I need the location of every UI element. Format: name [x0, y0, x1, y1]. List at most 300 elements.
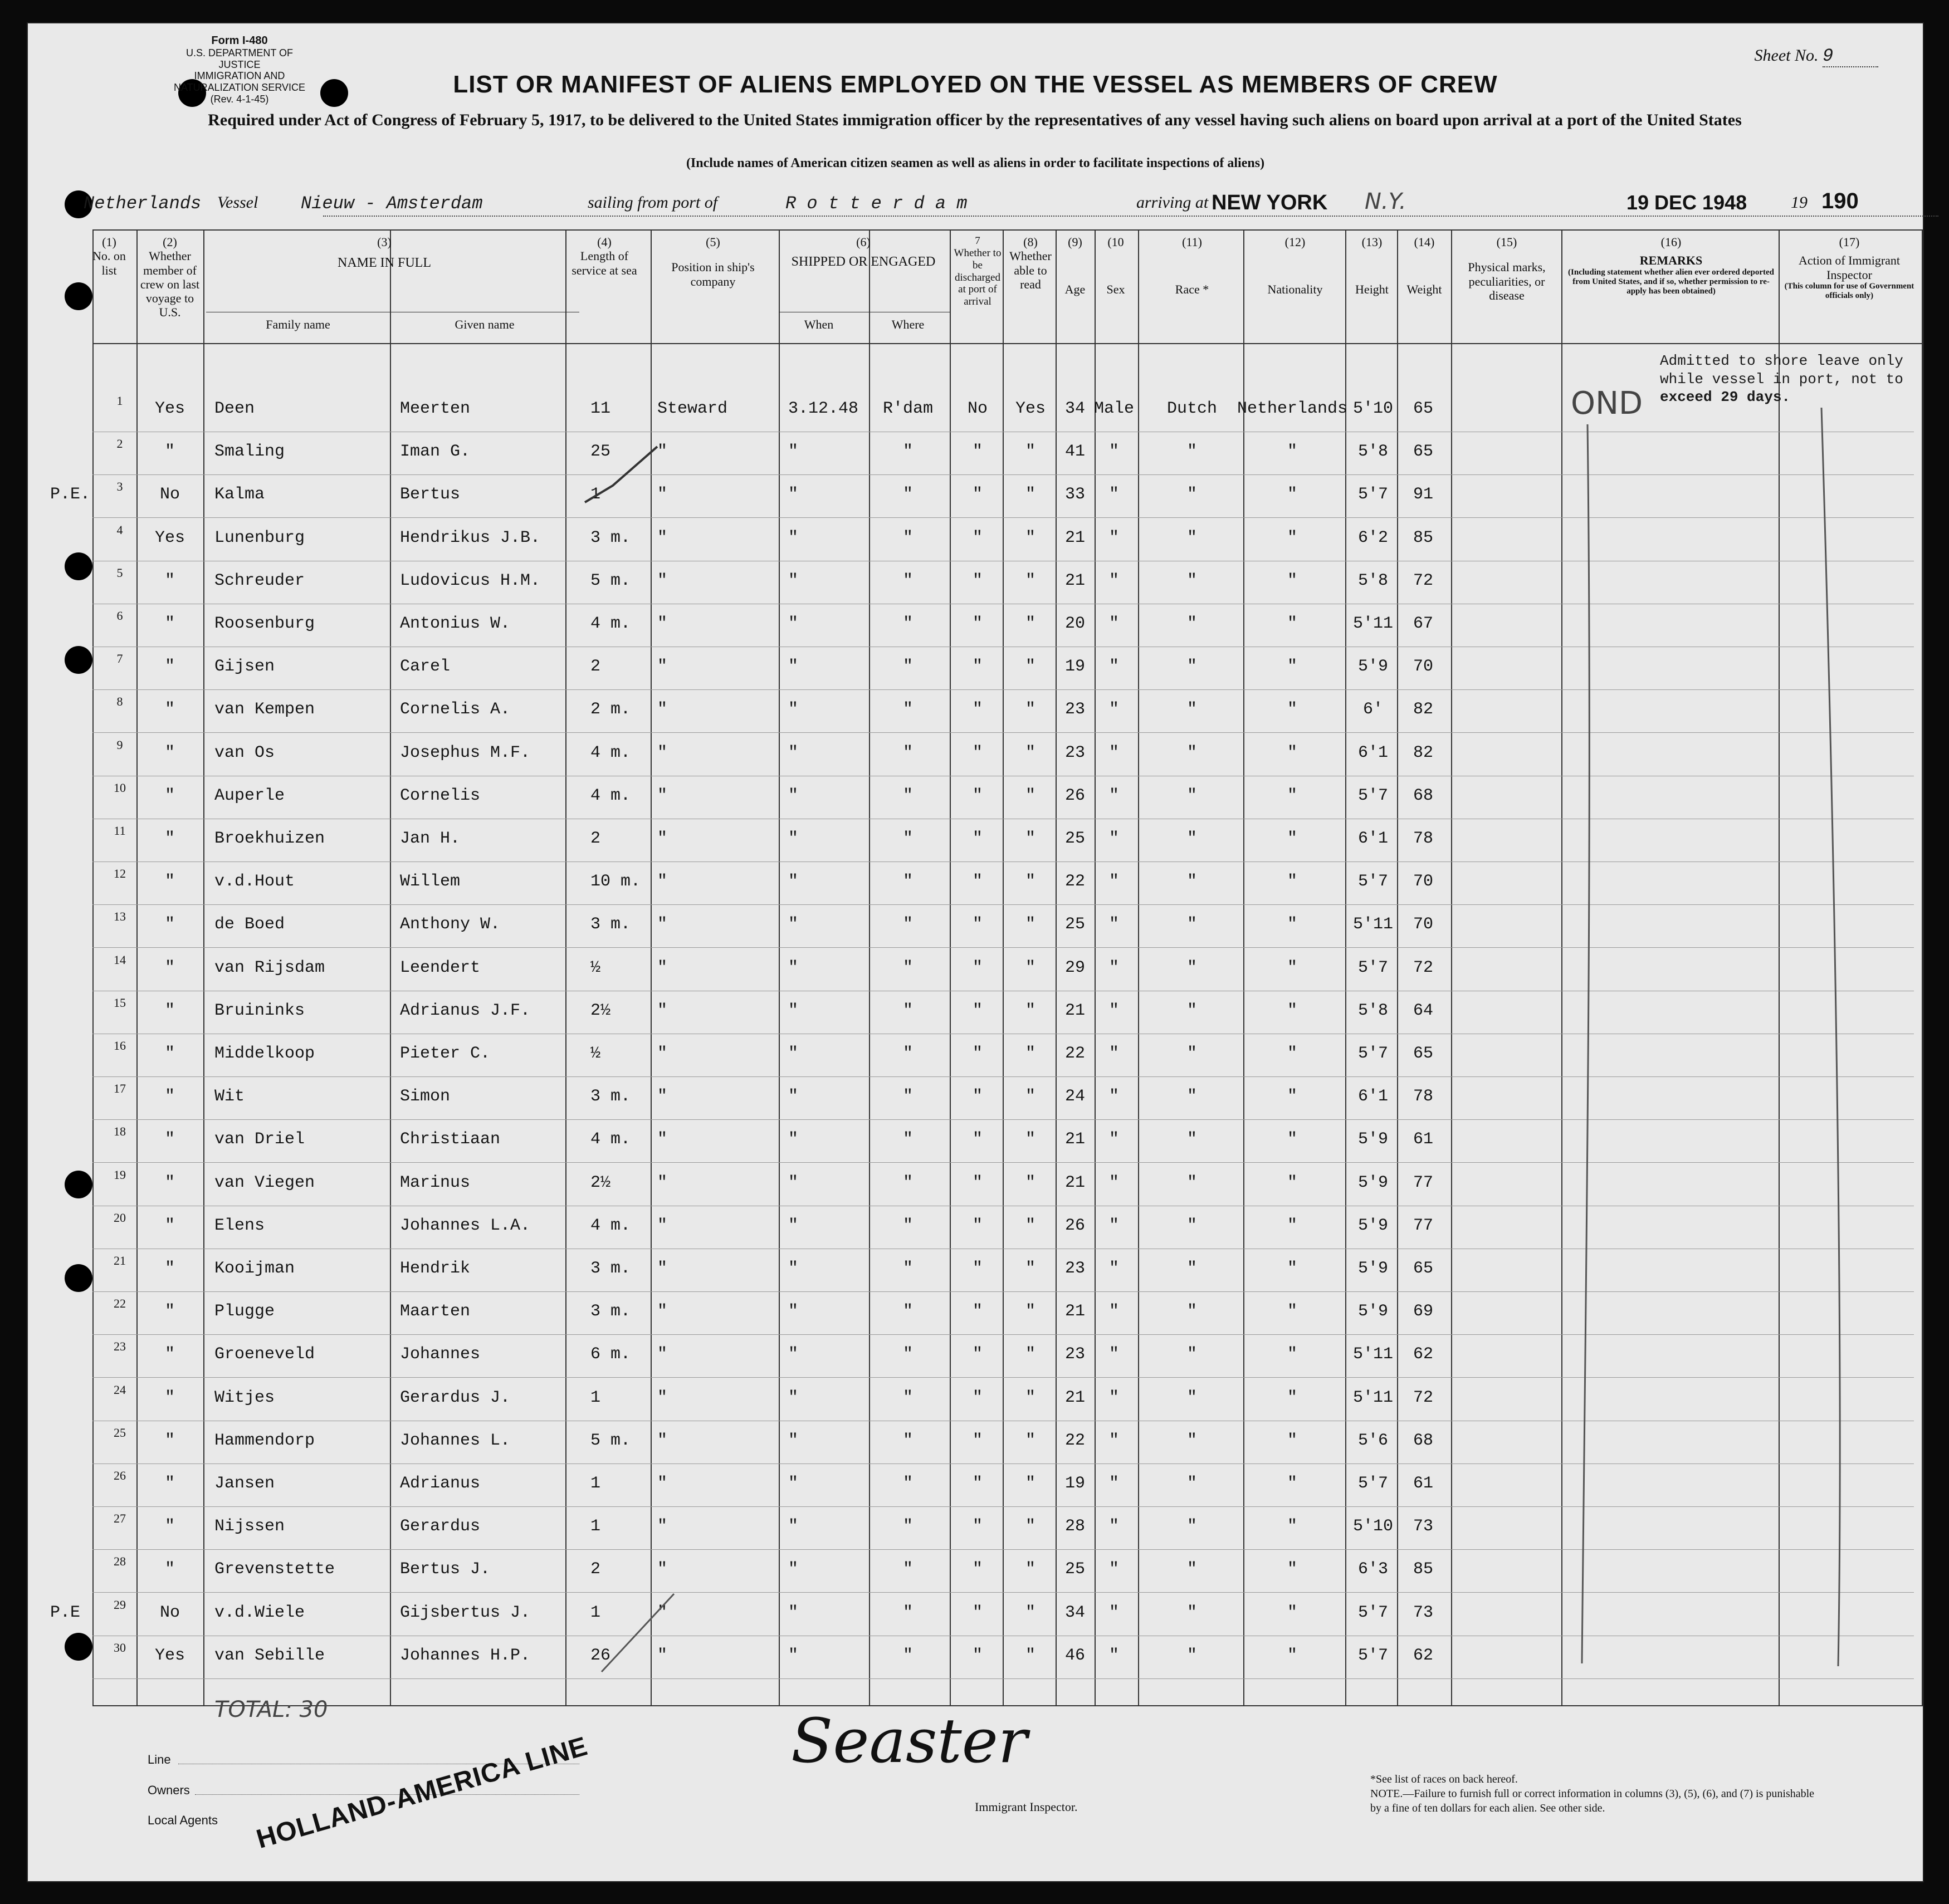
- cell-position: ": [657, 1431, 668, 1450]
- cell-engaged-when: 3.12.48: [788, 399, 859, 418]
- cell-given-name: Iman G.: [400, 442, 471, 462]
- cell-prev-voyage: No: [159, 1603, 180, 1622]
- cell-height: 5'8: [1357, 1001, 1389, 1020]
- cell-race: ": [1186, 829, 1198, 848]
- arrival-date-stamp: 19 DEC 1948: [1626, 191, 1747, 214]
- stamp-line3: exceed 29 days.: [1660, 389, 1791, 405]
- cell-age: 23: [1064, 1259, 1086, 1278]
- col-num: (14): [1414, 235, 1435, 249]
- cell-no: 4: [116, 522, 123, 537]
- cell-sex: ": [1108, 700, 1120, 719]
- cell-weight: 77: [1413, 1173, 1434, 1192]
- cell-race: ": [1186, 1259, 1198, 1278]
- cell-height: 5'11: [1352, 915, 1394, 934]
- cell-engaged-where: ": [902, 915, 914, 934]
- cell-age: 21: [1064, 1130, 1086, 1149]
- cell-discharged: ": [972, 485, 983, 505]
- cell-given-name: Gijsbertus J.: [400, 1603, 531, 1622]
- cell-position: ": [657, 657, 668, 677]
- cell-weight: 61: [1413, 1474, 1434, 1493]
- cell-no: 16: [114, 1039, 126, 1053]
- cell-service: 2 m.: [590, 700, 631, 719]
- cell-sex: ": [1108, 786, 1120, 805]
- cell-sex: Male: [1093, 399, 1135, 418]
- cell-race: ": [1186, 1517, 1198, 1536]
- cell-nationality: ": [1287, 442, 1298, 462]
- cell-given-name: Leendert: [400, 958, 481, 977]
- cell-nationality: ": [1287, 1388, 1298, 1407]
- cell-engaged-when: ": [788, 1517, 799, 1536]
- cell-sex: ": [1108, 958, 1120, 977]
- cell-sex: ": [1108, 657, 1120, 677]
- cell-position: ": [657, 1345, 668, 1364]
- cell-family-name: Hammendorp: [214, 1431, 315, 1450]
- cell-weight: 70: [1413, 915, 1434, 934]
- col-label: Length of service at sea: [571, 249, 637, 277]
- cell-family-name: van Kempen: [214, 700, 315, 719]
- cell-engaged-when: ": [788, 915, 799, 934]
- cell-position: ": [657, 571, 668, 590]
- cell-nationality: ": [1287, 1173, 1298, 1192]
- cell-nationality: ": [1287, 657, 1298, 677]
- cell-no: 25: [114, 1425, 126, 1440]
- cell-race: ": [1186, 958, 1198, 977]
- cell-weight: 78: [1413, 829, 1434, 848]
- cell-nationality: ": [1287, 700, 1298, 719]
- cell-age: 41: [1064, 442, 1086, 462]
- cell-service: 2½: [590, 1173, 611, 1192]
- cell-race: ": [1186, 442, 1198, 462]
- cell-service: 4 m.: [590, 786, 631, 805]
- cell-sex: ": [1108, 1216, 1120, 1235]
- cell-service: 1: [590, 1517, 601, 1536]
- cell-given-name: Antonius W.: [400, 614, 511, 633]
- cell-position: ": [657, 1302, 668, 1321]
- cell-weight: 68: [1413, 1431, 1434, 1450]
- cell-nationality: Netherlands: [1237, 399, 1348, 418]
- cell-no: 15: [114, 995, 126, 1010]
- cell-nationality: ": [1287, 1646, 1298, 1665]
- cell-can-read: ": [1025, 1302, 1036, 1321]
- col-num: (6): [856, 235, 871, 249]
- cell-prev-voyage: ": [164, 786, 175, 805]
- cell-given-name: Willem: [400, 872, 461, 892]
- cell-race: ": [1186, 1646, 1198, 1665]
- cell-age: 25: [1064, 829, 1086, 848]
- col-label: No. on list: [92, 249, 126, 277]
- form-note: (Include names of American citizen seamen as well as aliens in order to facilitate inspections of aliens): [686, 156, 1265, 170]
- cell-age: 34: [1064, 1603, 1086, 1622]
- cell-sex: ": [1108, 829, 1120, 848]
- cell-sex: ": [1108, 528, 1120, 547]
- vessel-name: Nieuw - Amsterdam: [301, 193, 483, 214]
- cell-family-name: van Rijsdam: [214, 958, 325, 977]
- cell-weight: 62: [1413, 1646, 1434, 1665]
- cell-service: 3 m.: [590, 915, 631, 934]
- cell-engaged-where: ": [902, 1087, 914, 1107]
- cell-race: ": [1186, 1001, 1198, 1020]
- cell-service: 10 m.: [590, 872, 641, 892]
- cell-engaged-when: ": [788, 528, 799, 547]
- cell-weight: 73: [1413, 1603, 1434, 1622]
- cell-prev-voyage: ": [164, 1345, 175, 1364]
- agents-label: Local Agents: [148, 1813, 218, 1827]
- col-num: (12): [1284, 235, 1306, 249]
- cell-engaged-where: ": [902, 872, 914, 892]
- col-header-3b: Given name: [455, 317, 515, 331]
- cell-race: ": [1186, 1044, 1198, 1063]
- cell-given-name: Carel: [400, 657, 451, 677]
- cell-engaged-where: ": [902, 442, 914, 462]
- cell-discharged: ": [972, 1130, 983, 1149]
- cell-given-name: Johannes L.: [400, 1431, 511, 1450]
- cell-engaged-when: ": [788, 700, 799, 719]
- cell-given-name: Hendrikus J.B.: [400, 528, 541, 547]
- cell-given-name: Jan H.: [400, 829, 461, 848]
- cell-engaged-where: ": [902, 786, 914, 805]
- cell-engaged-when: ": [788, 1001, 799, 1020]
- sheet-label: Sheet No.: [1754, 46, 1819, 65]
- cell-family-name: Roosenburg: [214, 614, 315, 633]
- cell-position: ": [657, 1474, 668, 1493]
- cell-discharged: ": [972, 786, 983, 805]
- cell-service: 3 m.: [590, 1302, 631, 1321]
- cell-engaged-where: ": [902, 657, 914, 677]
- cell-height: 6': [1362, 700, 1384, 719]
- cell-position: ": [657, 786, 668, 805]
- cell-engaged-where: ": [902, 1173, 914, 1192]
- cell-discharged: No: [967, 399, 988, 418]
- cell-position: ": [657, 829, 668, 848]
- cell-engaged-where: ": [902, 485, 914, 505]
- cell-position: ": [657, 485, 668, 505]
- col-label: Physical marks, peculiarities, or disease: [1468, 260, 1546, 302]
- cell-engaged-when: ": [788, 829, 799, 848]
- cell-height: 5'11: [1352, 614, 1394, 633]
- cell-discharged: ": [972, 1560, 983, 1579]
- cell-sex: ": [1108, 1431, 1120, 1450]
- cell-prev-voyage: ": [164, 915, 175, 934]
- cell-given-name: Christiaan: [400, 1130, 501, 1149]
- cell-race: ": [1186, 1216, 1198, 1235]
- cell-sex: ": [1108, 1388, 1120, 1407]
- cell-position: ": [657, 1646, 668, 1665]
- cell-no: 6: [116, 609, 123, 623]
- cell-prev-voyage: Yes: [154, 1646, 185, 1665]
- col-num: (2): [163, 235, 177, 249]
- form-number: Form I-480: [211, 35, 268, 47]
- cell-discharged: ": [972, 614, 983, 633]
- cell-height: 5'9: [1357, 1216, 1389, 1235]
- cell-height: 5'7: [1357, 1044, 1389, 1063]
- col-label: NAME IN FULL: [338, 256, 431, 271]
- cell-family-name: Plugge: [214, 1302, 275, 1321]
- cell-position: ": [657, 1216, 668, 1235]
- cell-sex: ": [1108, 1259, 1120, 1278]
- inspector-signature: Seaster: [791, 1705, 1028, 1776]
- cell-service: 6 m.: [590, 1345, 631, 1364]
- cell-can-read: ": [1025, 657, 1036, 677]
- cell-engaged-when: ": [788, 442, 799, 462]
- cell-discharged: ": [972, 1259, 983, 1278]
- pencil-marks: [28, 23, 1923, 1881]
- cell-family-name: Groeneveld: [214, 1345, 315, 1364]
- cell-nationality: ": [1287, 1044, 1298, 1063]
- cell-height: 5'11: [1352, 1388, 1394, 1407]
- col-num: (3): [377, 235, 392, 249]
- cell-given-name: Cornelis: [400, 786, 481, 805]
- cell-can-read: ": [1025, 1646, 1036, 1665]
- ditto-line: [1582, 424, 1589, 1663]
- pe-marker: P.E: [50, 1603, 81, 1622]
- col-num: (15): [1496, 235, 1517, 249]
- cell-height: 5'8: [1357, 442, 1389, 462]
- cell-weight: 68: [1413, 786, 1434, 805]
- cell-engaged-when: ": [788, 743, 799, 762]
- cell-weight: 65: [1413, 1044, 1434, 1063]
- cell-race: ": [1186, 872, 1198, 892]
- cell-race: ": [1186, 614, 1198, 633]
- cell-given-name: Simon: [400, 1087, 451, 1107]
- cell-engaged-where: ": [902, 1044, 914, 1063]
- cell-age: 26: [1064, 786, 1086, 805]
- cell-discharged: ": [972, 1603, 983, 1622]
- cell-service: 1: [590, 1603, 601, 1622]
- cell-no: 11: [114, 824, 126, 838]
- cell-family-name: v.d.Wiele: [214, 1603, 305, 1622]
- cell-engaged-when: ": [788, 872, 799, 892]
- arrival-handwritten: N.Y.: [1365, 189, 1406, 214]
- cell-engaged-when: ": [788, 1173, 799, 1192]
- cell-age: 21: [1064, 1388, 1086, 1407]
- cell-sex: ": [1108, 1474, 1120, 1493]
- cell-prev-voyage: ": [164, 1173, 175, 1192]
- cell-engaged-when: ": [788, 1087, 799, 1107]
- col-num: (11): [1182, 235, 1202, 249]
- cell-position: ": [657, 872, 668, 892]
- cell-sex: ": [1108, 1646, 1120, 1665]
- cell-weight: 65: [1413, 442, 1434, 462]
- cell-family-name: Broekhuizen: [214, 829, 325, 848]
- cell-family-name: Bruininks: [214, 1001, 305, 1020]
- cell-no: 12: [114, 867, 126, 881]
- cell-family-name: Lunenburg: [214, 528, 305, 547]
- cell-nationality: ": [1287, 485, 1298, 505]
- cell-discharged: ": [972, 528, 983, 547]
- cell-race: Dutch: [1166, 399, 1218, 418]
- cell-engaged-when: ": [788, 571, 799, 590]
- arriving-label: arriving at: [1136, 193, 1209, 212]
- cell-engaged-where: ": [902, 1259, 914, 1278]
- cell-prev-voyage: ": [164, 829, 175, 848]
- cell-age: 23: [1064, 1345, 1086, 1364]
- cell-discharged: ": [972, 1044, 983, 1063]
- cell-can-read: ": [1025, 1044, 1036, 1063]
- cell-discharged: ": [972, 1474, 983, 1493]
- cell-no: 13: [114, 909, 126, 924]
- cell-position: ": [657, 1560, 668, 1579]
- cell-family-name: Grevenstette: [214, 1560, 335, 1579]
- cell-service: 2: [590, 657, 601, 677]
- col-num: (9): [1068, 235, 1082, 249]
- cell-family-name: Witjes: [214, 1388, 275, 1407]
- cell-weight: 78: [1413, 1087, 1434, 1107]
- cell-weight: 69: [1413, 1302, 1434, 1321]
- remarks-handwriting: OND: [1571, 385, 1643, 422]
- cell-prev-voyage: ": [164, 958, 175, 977]
- cell-sex: ": [1108, 614, 1120, 633]
- cell-no: 5: [116, 565, 123, 580]
- cell-no: 18: [114, 1124, 126, 1139]
- col-header-3a: Family name: [266, 317, 330, 331]
- cell-family-name: van Driel: [214, 1130, 305, 1149]
- cell-sex: ": [1108, 915, 1120, 934]
- cell-nationality: ": [1287, 786, 1298, 805]
- cell-sex: ": [1108, 1560, 1120, 1579]
- cell-service: 4 m.: [590, 614, 631, 633]
- cell-weight: 72: [1413, 1388, 1434, 1407]
- manifest-stamp-number: 190: [1821, 189, 1859, 213]
- cell-sex: ": [1108, 571, 1120, 590]
- cell-service: 4 m.: [590, 743, 631, 762]
- cell-can-read: ": [1025, 872, 1036, 892]
- cell-position: ": [657, 915, 668, 934]
- cell-weight: 85: [1413, 1560, 1434, 1579]
- col-header-6b: Where: [891, 317, 925, 331]
- year-prefix: 19: [1791, 193, 1808, 212]
- cell-age: 21: [1064, 1302, 1086, 1321]
- cell-prev-voyage: ": [164, 1388, 175, 1407]
- cell-can-read: ": [1025, 442, 1036, 462]
- cell-engaged-where: ": [902, 1517, 914, 1536]
- cell-age: 20: [1064, 614, 1086, 633]
- cell-race: ": [1186, 657, 1198, 677]
- cell-can-read: ": [1025, 528, 1036, 547]
- cell-height: 6'3: [1357, 1560, 1389, 1579]
- cell-engaged-where: ": [902, 528, 914, 547]
- cell-engaged-where: ": [902, 1431, 914, 1450]
- cell-can-read: ": [1025, 1517, 1036, 1536]
- cell-given-name: Adrianus: [400, 1474, 481, 1493]
- cell-position: ": [657, 700, 668, 719]
- cell-discharged: ": [972, 915, 983, 934]
- cell-nationality: ": [1287, 915, 1298, 934]
- cell-position: ": [657, 614, 668, 633]
- cell-given-name: Ludovicus H.M.: [400, 571, 541, 590]
- cell-can-read: ": [1025, 1474, 1036, 1493]
- cell-family-name: van Os: [214, 743, 275, 762]
- col-label: Weight: [1406, 282, 1442, 297]
- cell-weight: 67: [1413, 614, 1434, 633]
- cell-discharged: ": [972, 1001, 983, 1020]
- cell-engaged-where: ": [902, 743, 914, 762]
- cell-position: ": [657, 1388, 668, 1407]
- cell-family-name: Deen: [214, 399, 255, 418]
- cell-engaged-when: ": [788, 1646, 799, 1665]
- cell-sex: ": [1108, 1345, 1120, 1364]
- cell-engaged-when: ": [788, 1302, 799, 1321]
- col-label: Race *: [1175, 282, 1209, 297]
- cell-nationality: ": [1287, 743, 1298, 762]
- cell-height: 5'6: [1357, 1431, 1389, 1450]
- cell-weight: 70: [1413, 657, 1434, 677]
- col-num: (13): [1361, 235, 1383, 249]
- cell-prev-voyage: No: [159, 485, 180, 505]
- cell-nationality: ": [1287, 872, 1298, 892]
- cell-sex: ": [1108, 1302, 1120, 1321]
- cell-service: 5 m.: [590, 1431, 631, 1450]
- col-sublabel: (This column for use of Government officials only): [1784, 281, 1914, 301]
- cell-no: 26: [114, 1469, 126, 1482]
- cell-given-name: Gerardus J.: [400, 1388, 511, 1407]
- cell-race: ": [1186, 1603, 1198, 1622]
- cell-given-name: Hendrik: [400, 1259, 471, 1278]
- cell-height: 5'11: [1352, 1345, 1394, 1364]
- cell-discharged: ": [972, 1345, 983, 1364]
- cell-prev-voyage: Yes: [154, 399, 185, 418]
- cell-given-name: Meerten: [400, 399, 471, 418]
- col-num: (10: [1107, 235, 1124, 249]
- cell-no: 30: [114, 1640, 126, 1655]
- cell-engaged-when: ": [788, 1560, 799, 1579]
- cell-race: ": [1186, 743, 1198, 762]
- cell-service: 5 m.: [590, 571, 631, 590]
- cell-race: ": [1186, 1302, 1198, 1321]
- cell-can-read: ": [1025, 1603, 1036, 1622]
- cell-no: 22: [114, 1296, 126, 1311]
- footnote-block: [1370, 1772, 1827, 1815]
- cell-prev-voyage: ": [164, 1130, 175, 1149]
- cell-given-name: Anthony W.: [400, 915, 501, 934]
- cell-service: 1: [590, 1474, 601, 1493]
- cell-can-read: ": [1025, 1173, 1036, 1192]
- col-num: 7: [975, 235, 980, 247]
- col-num: (1): [102, 235, 116, 249]
- cell-age: 33: [1064, 485, 1086, 505]
- cell-prev-voyage: ": [164, 1431, 175, 1450]
- cell-no: 17: [114, 1081, 126, 1096]
- cell-no: 14: [114, 952, 126, 967]
- cell-discharged: ": [972, 872, 983, 892]
- cell-nationality: ": [1287, 958, 1298, 977]
- cell-weight: 72: [1413, 571, 1434, 590]
- cell-service: 1: [590, 1388, 601, 1407]
- cell-can-read: ": [1025, 1259, 1036, 1278]
- cell-engaged-where: ": [902, 1001, 914, 1020]
- cell-prev-voyage: Yes: [154, 528, 185, 547]
- cell-age: 23: [1064, 700, 1086, 719]
- cell-engaged-where: ": [902, 1646, 914, 1665]
- cell-engaged-when: ": [788, 614, 799, 633]
- cell-family-name: de Boed: [214, 915, 285, 934]
- cell-prev-voyage: ": [164, 1087, 175, 1107]
- note-label: NOTE.: [1370, 1788, 1403, 1800]
- cell-race: ": [1186, 1087, 1198, 1107]
- cell-position: ": [657, 1130, 668, 1149]
- cell-service: 26: [590, 1646, 611, 1665]
- cell-prev-voyage: ": [164, 872, 175, 892]
- cell-given-name: Josephus M.F.: [400, 743, 531, 762]
- cell-position: Steward: [657, 399, 728, 418]
- cell-discharged: ": [972, 1302, 983, 1321]
- cell-discharged: ": [972, 958, 983, 977]
- cell-weight: 82: [1413, 743, 1434, 762]
- cell-age: 19: [1064, 1474, 1086, 1493]
- cell-no: 2: [116, 437, 123, 451]
- cell-weight: 85: [1413, 528, 1434, 547]
- cell-race: ": [1186, 1431, 1198, 1450]
- cell-race: ": [1186, 528, 1198, 547]
